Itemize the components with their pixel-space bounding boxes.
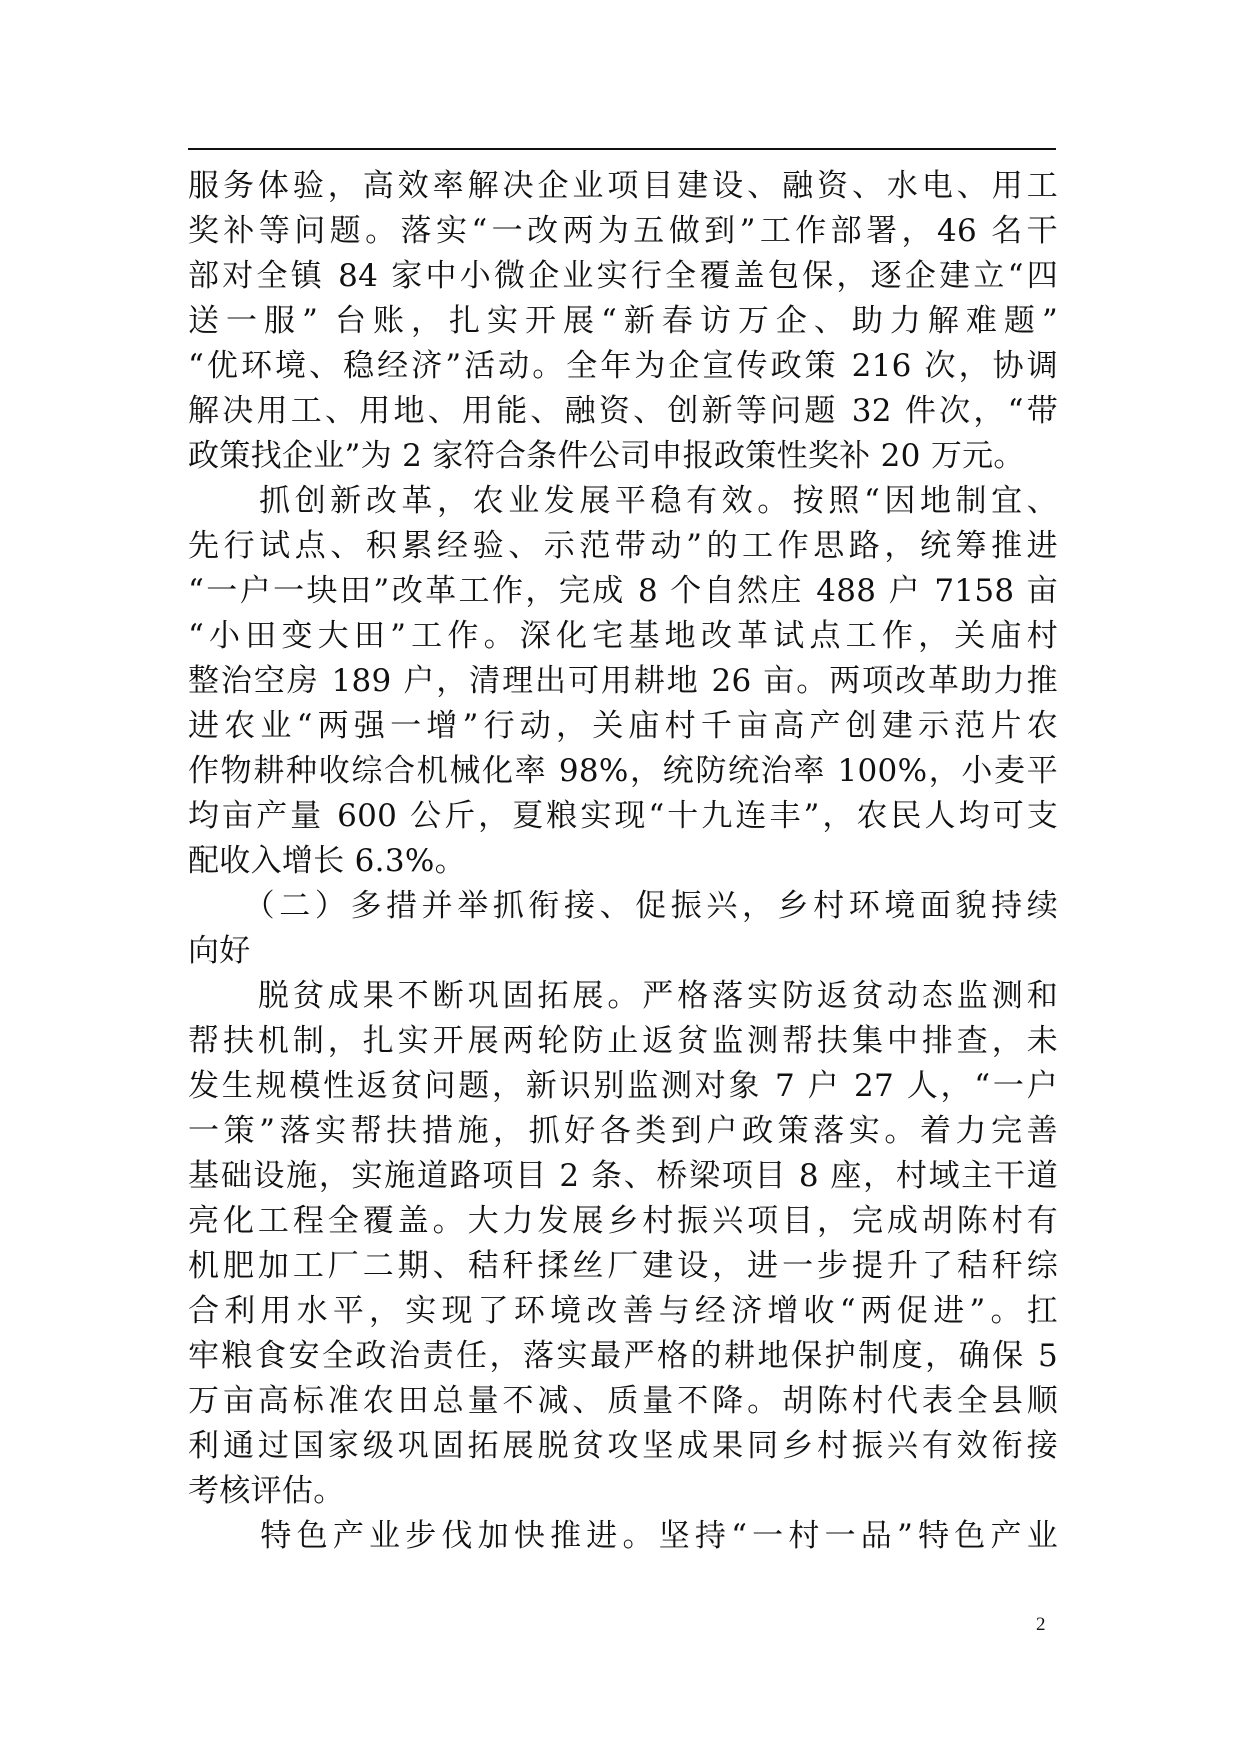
text-line: 进农业“两强一增”行动，关庙村千亩高产创建示范片农	[188, 708, 1058, 744]
text-line: 部对全镇 84 家中小微企业实行全覆盖包保，逐企建立“四	[188, 258, 1058, 294]
text-line: 解决用工、用地、用能、融资、创新等问题 32 件次，“带	[188, 393, 1058, 429]
header-rule	[188, 148, 1056, 150]
text-line: 牢粮食安全政治责任，落实最严格的耕地保护制度，确保 5	[188, 1338, 1058, 1374]
text-line: 基础设施，实施道路项目 2 条、桥梁项目 8 座，村域主干道	[188, 1158, 1058, 1194]
text-line: 作物耕种收综合机械化率 98%，统防统治率 100%，小麦平	[188, 753, 1058, 789]
text-line: 奖补等问题。落实“一改两为五做到”工作部署，46 名干	[188, 213, 1058, 249]
text-line: 万亩高标准农田总量不减、质量不降。胡陈村代表全县顺	[188, 1383, 1058, 1419]
text-line: 发生规模性返贫问题，新识别监测对象 7 户 27 人，“一户	[188, 1068, 1058, 1104]
text-line: 帮扶机制，扎实开展两轮防止返贫监测帮扶集中排查，未	[188, 1023, 1058, 1059]
page-number: 2	[1036, 1614, 1046, 1635]
text-line: 机肥加工厂二期、秸秆揉丝厂建设，进一步提升了秸秆综	[188, 1248, 1058, 1284]
text-line: 送一服” 台账，扎实开展“新春访万企、助力解难题”	[188, 303, 1058, 339]
body-text	[188, 164, 1058, 1559]
text-line: 亮化工程全覆盖。大力发展乡村振兴项目，完成胡陈村有	[188, 1203, 1058, 1239]
text-line: 整治空房 189 户，清理出可用耕地 26 亩。两项改革助力推	[188, 663, 1058, 699]
text-line: 先行试点、积累经验、示范带动”的工作思路，统筹推进	[188, 528, 1058, 564]
text-line: 利通过国家级巩固拓展脱贫攻坚成果同乡村振兴有效衔接	[188, 1428, 1058, 1464]
section-heading-line: 向好	[188, 933, 251, 969]
text-line: “一户一块田”改革工作，完成 8 个自然庄 488 户 7158 亩	[188, 573, 1058, 609]
text-line: 脱贫成果不断巩固拓展。严格落实防返贫动态监测和	[188, 978, 1058, 1014]
text-line: 抓创新改革，农业发展平稳有效。按照“因地制宜、	[188, 483, 1058, 519]
text-line: “优环境、稳经济”活动。全年为企宣传政策 216 次，协调	[188, 348, 1058, 384]
text-line: 特色产业步伐加快推进。坚持“一村一品”特色产业	[188, 1518, 1058, 1554]
text-line: 均亩产量 600 公斤，夏粮实现“十九连丰”，农民人均可支	[188, 798, 1058, 834]
text-line: 一策”落实帮扶措施，抓好各类到户政策落实。着力完善	[188, 1113, 1058, 1149]
text-line: 政策找企业”为 2 家符合条件公司申报政策性奖补 20 万元。	[188, 438, 1025, 474]
text-line: 配收入增长 6.3%。	[188, 843, 466, 879]
text-line: 考核评估。	[188, 1473, 345, 1509]
section-heading-line: （二）多措并举抓衔接、促振兴，乡村环境面貌持续	[188, 888, 1058, 924]
text-line: “小田变大田”工作。深化宅基地改革试点工作，关庙村	[188, 618, 1058, 654]
text-line: 合利用水平，实现了环境改善与经济增收“两促进”。扛	[188, 1293, 1058, 1329]
text-line: 服务体验，高效率解决企业项目建设、融资、水电、用工	[188, 168, 1058, 204]
